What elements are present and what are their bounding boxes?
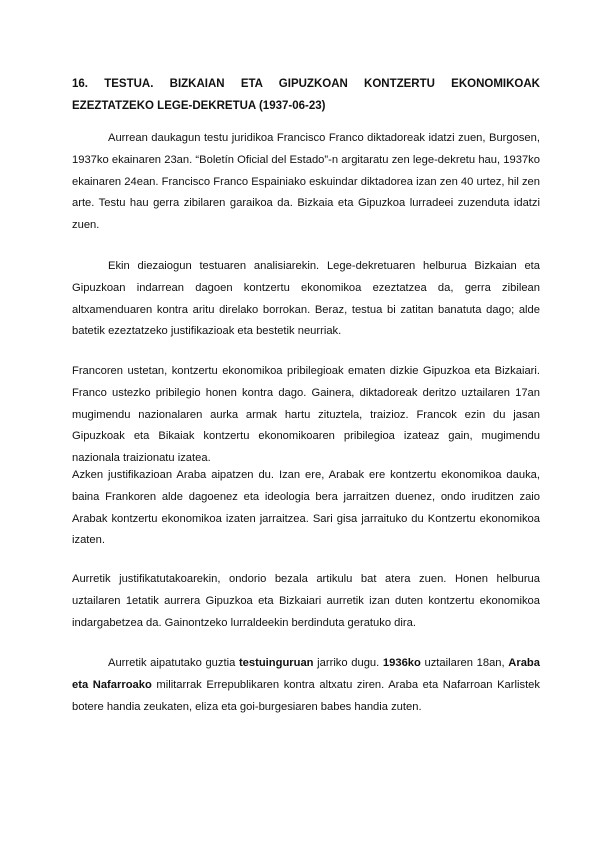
context-bold-regions: Araba eta Nafarroako bbox=[72, 657, 540, 691]
document-title: 16. TESTUA. BIZKAIAN ETA GIPUZKOAN KONTZERTU EKONOMIKOAK EZEZTATZEKO LEGE-DEKRETUA (1937-06-23) bbox=[72, 78, 540, 112]
context-text-4: militarrak Errepublikaren kontra altxatu ziren. Araba eta Nafarroan Karlistek botere handia zeukaten, eliza eta goi-burgesiaren babes handia zuten. bbox=[72, 678, 540, 713]
context-bold-testuinguruan: testuinguruan bbox=[238, 657, 314, 669]
paragraph-article: Aurretik justifikatutakoarekin, ondorio bezala artikulu bat atera zuen. Honen helburua uztailaren 1etatik aurrera Gipuzkoa eta Bizkaiari aurretik izan duten kontzertu ekonomikoa indargabetzea da. Gainontzeko lurraldeekin berdinduta geratuko dira. bbox=[72, 573, 540, 629]
paragraph-analysis: Ekin diezaiogun testuaren analisiarekin. Lege-dekretuaren helburua Bizkaian eta Gipuzkoan indarrean dagoen kontzertu ekonomikoa ezeztatzea da, gerra zibilean altxamenduaren kontra aritu direlako borrokan. Beraz, testua bi zatitan banatuta dago; alde batetik ezeztatzeko justifikazioak eta bestetik neurriak. bbox=[72, 260, 540, 338]
document-page bbox=[72, 0, 540, 848]
context-bold-year: 1936ko bbox=[382, 657, 421, 669]
paragraph-context bbox=[72, 653, 540, 718]
paragraph-justification: Francoren ustetan, kontzertu ekonomikoa pribilegioak ematen dizkie Gipuzkoa eta Bizkaiari. Franco ustezko pribilegio honen kontra dago. Gainera, diktadoreak deritzo uztailaren 17an mugimendu nazionalaren aurka armak hartu zituztela, traizioz. Francok ezin du jasan Gipuzkoak eta Bikaiak kontzertu ekonomikoaren pribilegioa izateaz gain, mugimendu nazionala traizionatu izatea. bbox=[72, 365, 540, 465]
context-text-2: jarriko dugu. bbox=[313, 657, 383, 669]
paragraph-introduction: Aurrean daukagun testu juridikoa Francisco Franco diktadoreak idatzi zuen, Burgosen, 1937ko ekainaren 23an. “Boletín Oficial del Estado”-n argitaratu zen lege-dekretu hau, 1937ko ekainaren 24ean. Francisco Franco Espainiako eskuindar diktadorea izan zen 40 urtez, hil zen arte. Testu hau gerra zibilaren garaikoa da. Bizkaia eta Gipuzkoa lurradeei zuzenduta idatzi zuen. bbox=[72, 132, 540, 232]
paragraph-araba: Azken justifikazioan Araba aipatzen du. Izan ere, Arabak ere kontzertu ekonomikoa dauka, baina Frankoren alde dagoenez eta ideologia bera jarraitzen duenez, ondo iruditzen zaio Arabak kontzertu ekonomikoa izaten jarraitzea. Sari gisa jarraituko du Kontzertu ekonomikoa izaten. bbox=[72, 469, 540, 547]
context-text-3: uztailaren 18an, bbox=[420, 657, 509, 669]
context-text-1: Aurretik aipatutako guztia bbox=[108, 657, 239, 669]
